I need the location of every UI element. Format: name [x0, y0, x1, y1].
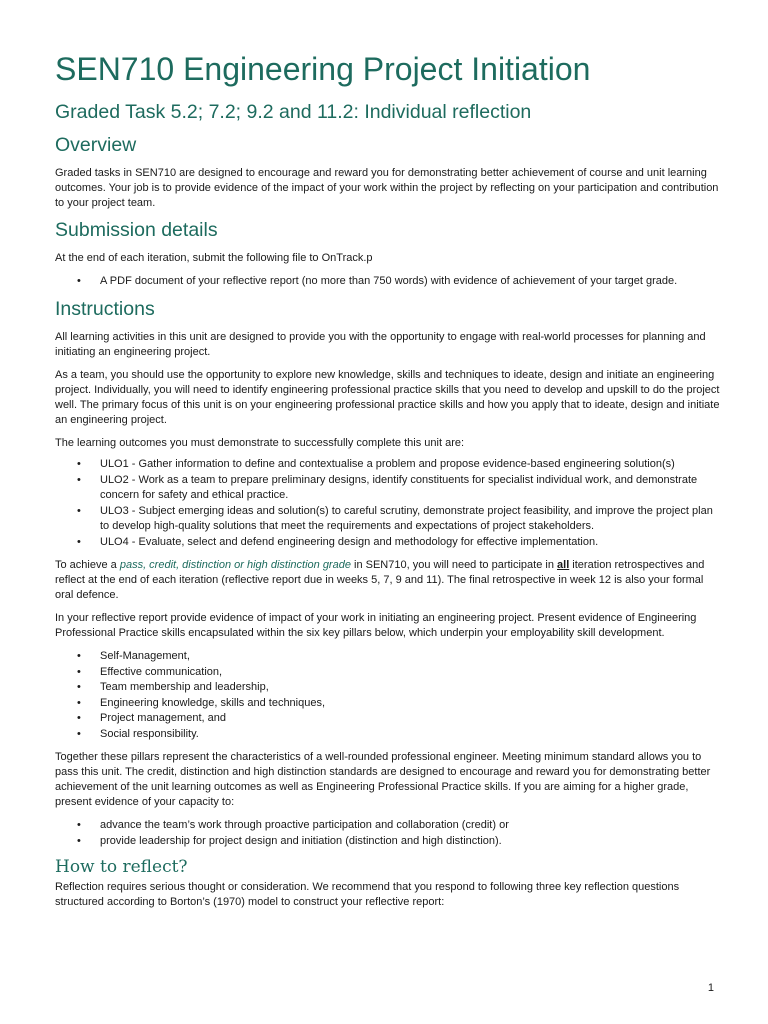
- pillars-list: [55, 649, 720, 742]
- submission-text: At the end of each iteration, submit the following file to OnTrack.p: [55, 252, 373, 265]
- list-item: • ULO3 - Subject emerging ideas and solution(s) to careful scrutiny, demonstrate project feasibility, and improve the project plan to develop high-quality solutions that meet the requirements and expectations of project stakeholders.: [55, 504, 720, 535]
- list-item: • provide leadership for project design and initiation (distinction and high distinction).: [55, 834, 720, 850]
- list-item: • Project management, and: [55, 711, 720, 727]
- list-item: • Engineering knowledge, skills and techniques,: [55, 696, 720, 712]
- list-item: • Social responsibility.: [55, 727, 720, 743]
- instructions-paragraph: All learning activities in this unit are designed to provide you with the opportunity to engage with real-world processes for planning and initiating an engineering project.: [55, 331, 706, 359]
- instructions-paragraph: The learning outcomes you must demonstrate to successfully complete this unit are:: [55, 437, 465, 450]
- overview-text: Graded tasks in SEN710 are designed to encourage and reward you for demonstrating better achievement of course and unit learning outcomes. Your job is to provide evidence of the impact of your work within the project by reflecting on your participation and contribution to your project team.: [55, 167, 719, 210]
- submission-list: [55, 274, 720, 290]
- list-item: • Team membership and leadership,: [55, 680, 720, 696]
- list-item: • ULO1 - Gather information to define and contextualise a problem and propose evidence-based engineering solution(s): [55, 457, 720, 473]
- document-title: SEN710 Engineering Project Initiation: [55, 51, 591, 87]
- overview-heading: Overview: [55, 133, 137, 156]
- text-span: in SEN710, you will need to participate in: [350, 559, 558, 572]
- instructions-paragraph: Together these pillars represent the characteristics of a well-rounded professional engineer. Meeting minimum standard allows you to pass this unit. The credit, distinction and high distinction standards are designed to encourage and reward you for demonstrating better achievement of the unit learning outcomes as well as Engineering Professional Practice skills. If you are aiming for a higher grade, present evidence of your capacity to:: [55, 751, 711, 809]
- list-item: • ULO4 - Evaluate, select and defend engineering design and methodology for effective implementation.: [55, 535, 720, 551]
- document-subtitle: Graded Task 5.2; 7.2; 9.2 and 11.2: Individual reflection: [55, 101, 532, 124]
- reflect-heading: How to reflect?: [55, 857, 188, 878]
- list-item: • Self-Management,: [55, 649, 720, 665]
- list-item: • advance the team’s work through proactive participation and collaboration (credit) or: [55, 818, 720, 834]
- ulo-list: [55, 457, 720, 550]
- instructions-heading: Instructions: [55, 297, 155, 320]
- reflect-text: Reflection requires serious thought or consideration. We recommend that you respond to following three key reflection questions structured according to Borton’s (1970) model to construct your reflective report:: [55, 880, 680, 908]
- instructions-paragraph: [55, 558, 720, 603]
- emphasis-text: all: [557, 559, 570, 572]
- grade-link[interactable]: pass, credit, distinction or high distinction grade: [119, 559, 351, 572]
- higher-grade-list: [55, 818, 720, 849]
- list-item: • Effective communication,: [55, 665, 720, 681]
- list-item: • A PDF document of your reflective report (no more than 750 words) with evidence of achievement of your target grade.: [55, 274, 720, 290]
- text-span: iteration retrospectives and reflect at the end of each iteration (reflective report due in weeks 5, 7, 9 and 11). The final retrospective in week 12 is also your formal oral defence.: [55, 559, 705, 602]
- list-item: • ULO2 - Work as a team to prepare preliminary designs, identify constituents for specialist individual work, and demonstrate concern for safety and ethical practice.: [55, 473, 720, 504]
- submission-heading: Submission details: [55, 219, 218, 242]
- text-span: To achieve a: [55, 559, 120, 572]
- instructions-paragraph: As a team, you should use the opportunity to explore new knowledge, skills and techniques to ideate, design and initiate an engineering project. Individually, you will need to identify engineering professional practice skills that you need to develop and upskill to do the project well. The primary focus of this unit is on your engineering professional practice skills and how you apply that to ideate, design and initiate an engineering project.: [55, 369, 720, 427]
- instructions-paragraph: In your reflective report provide evidence of impact of your work in initiating an engineering project. Present evidence of Engineering Professional Practice skills encapsulated within the six key pillars below, which underpin your employability skill development.: [55, 612, 697, 640]
- document-page: [55, 52, 720, 918]
- page-number: 1: [707, 982, 714, 994]
